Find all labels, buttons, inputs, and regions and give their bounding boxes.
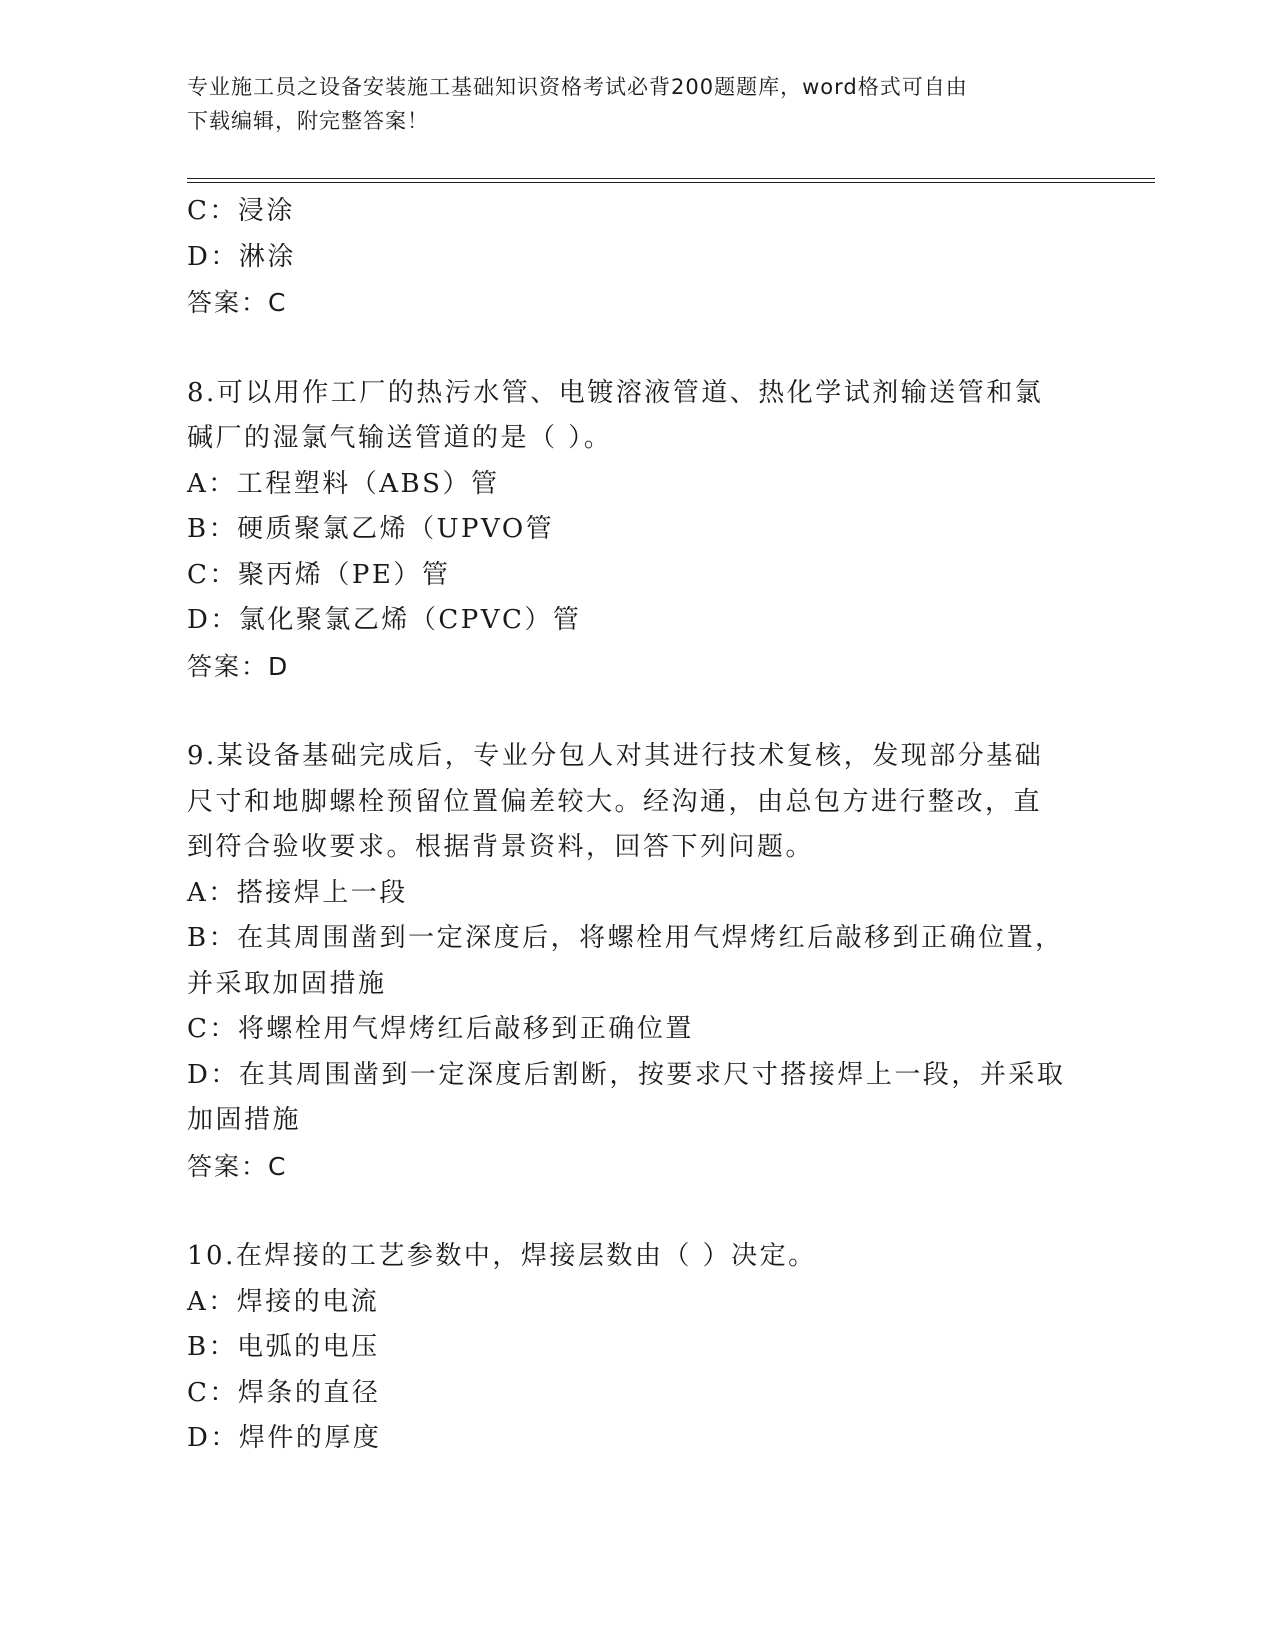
answer-line: 答案：C: [187, 1151, 288, 1181]
option-b-line-2: 并采取加固措施: [187, 968, 387, 999]
option-c: C：聚丙烯（PE）管: [187, 559, 451, 590]
option-d: D：氯化聚氯乙烯（CPVC）管: [187, 605, 582, 635]
question-stem-line: 碱厂的湿氯气输送管道的是（ ）。: [187, 423, 613, 453]
header-title-line-1: 专业施工员之设备安装施工基础知识资格考试必背200题题库，word格式可自由: [187, 75, 968, 99]
option-c: C：焊条的直径: [187, 1377, 381, 1408]
option-d: D：焊件的厚度: [187, 1423, 382, 1453]
header-divider: [187, 178, 1155, 183]
question-stem-line: 尺寸和地脚螺栓预留位置偏差较大。经沟通，由总包方进行整改，直: [187, 786, 1043, 817]
option-d: D：淋涂: [187, 241, 296, 272]
question-list: [187, 189, 1067, 1462]
option-c: C：将螺栓用气焊烤红后敲移到正确位置: [187, 1014, 694, 1044]
question-10: [187, 1234, 1067, 1462]
question-8: [187, 371, 1067, 690]
option-d-line-2: 加固措施: [187, 1105, 302, 1135]
question-stem-line: 到符合验收要求。根据背景资料，回答下列问题。: [187, 832, 815, 862]
option-b: B：硬质聚氯乙烯（UPVO管: [187, 514, 555, 544]
option-b-line-1: B：在其周围凿到一定深度后，将螺栓用气焊烤红后敲移到正确位置，: [187, 923, 1064, 953]
option-d-line-1: D：在其周围凿到一定深度后割断，按要求尺寸搭接焊上一段，并采取: [187, 1059, 1066, 1090]
question-stem-line: 10.在焊接的工艺参数中，焊接层数由（ ）决定。: [187, 1241, 817, 1271]
question-7: [187, 189, 1067, 326]
header-title-line-2: 下载编辑，附完整答案！: [187, 109, 429, 133]
option-c: C：浸涂: [187, 196, 295, 226]
option-a: A：焊接的电流: [187, 1286, 380, 1317]
question-spacer: [187, 1189, 1067, 1234]
question-stem-line: 9.某设备基础完成后，专业分包人对其进行技术复核，发现部分基础: [187, 741, 1044, 771]
answer-line: 答案：C: [187, 288, 288, 317]
question-9: [187, 734, 1067, 1189]
question-spacer: [187, 326, 1067, 371]
answer-line: 答案：D: [187, 651, 290, 681]
document-header: [187, 70, 1087, 138]
option-b: B：电弧的电压: [187, 1332, 380, 1362]
option-a: A：搭接焊上一段: [187, 877, 408, 908]
question-spacer: [187, 689, 1067, 734]
option-a: A：工程塑料（ABS）管: [187, 468, 500, 499]
question-stem-line: 8.可以用作工厂的热污水管、电镀溶液管道、热化学试剂输送管和氯: [187, 377, 1044, 408]
